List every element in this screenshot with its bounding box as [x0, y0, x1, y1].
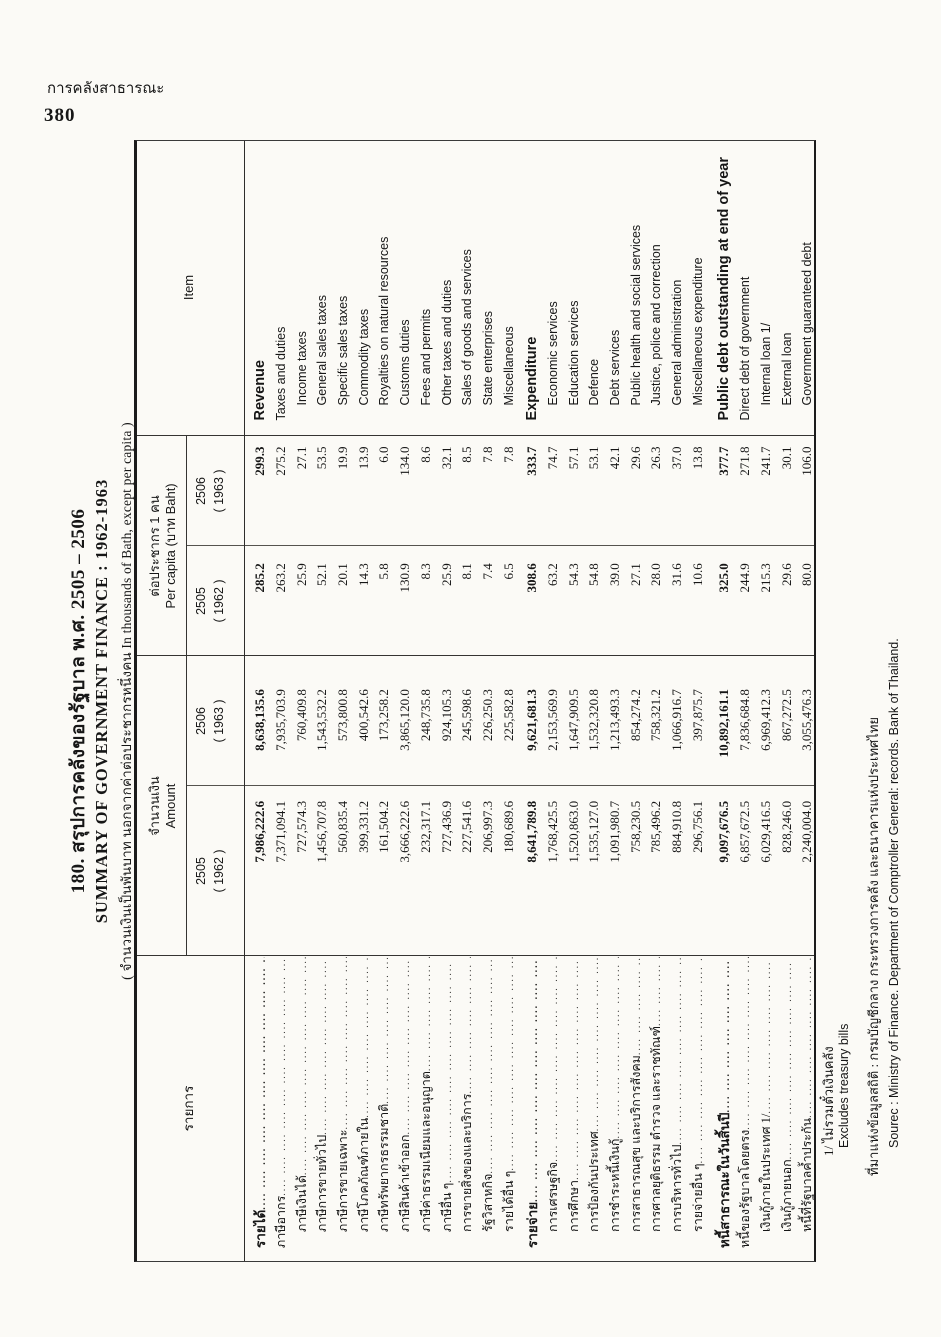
- dot-leader: [380, 957, 391, 1104]
- amount-2506-value: 6,969,412.3: [757, 689, 773, 751]
- amount-2505-value: 1,456,707.8: [314, 800, 330, 863]
- amount-2505-value: 7,986,222.6: [252, 800, 268, 863]
- table-row: [478, 141, 499, 1261]
- item-name-english: Fees and permits: [418, 308, 433, 406]
- table-row: [416, 141, 437, 1261]
- item-name-english: Specific sales taxes: [336, 295, 351, 406]
- item-name-english: Royalties on natural resources: [377, 236, 392, 406]
- table-row: [395, 141, 416, 1261]
- item-name-english: Income taxes: [294, 331, 309, 406]
- percapita-2506-value: 13.8: [689, 446, 705, 470]
- percapita-2506-value: 241.7: [757, 446, 773, 476]
- percapita-2505-value: 325.0: [716, 563, 732, 593]
- dot-leader: [339, 957, 350, 1130]
- header-amount-english: Amount: [163, 783, 179, 829]
- item-name-thai: การขายสิ่งของและบริการ ....: [457, 957, 477, 1261]
- dot-leader: [277, 957, 288, 1196]
- amount-2506-value: 867,272.5: [778, 689, 794, 742]
- percapita-2505-value: 263.2: [273, 563, 289, 593]
- amount-2505-value: 1,091,980.7: [607, 800, 623, 863]
- item-name-thai: ภาษีเงินได้ ....: [292, 957, 312, 1261]
- percapita-2505-value: 308.6: [524, 563, 540, 593]
- amount-2506-value: 924,105.3: [438, 689, 454, 742]
- table-row: [353, 141, 374, 1261]
- table-subtitle: ( จำนวนเงินเป็นพันบาท นอกจากค่าต่อประชากรหนึ่งคน In thousands of Bath, except per capita ): [118, 422, 134, 980]
- percapita-2506-value: 30.1: [778, 446, 794, 470]
- item-name-english: General sales taxes: [315, 294, 330, 406]
- item-name-thai: การบริหารทั่วไป ....: [667, 957, 687, 1261]
- source-line-english: Sourec : Ministry of Finance. Department of Comptroller General: records. Bank of Thailand.: [887, 638, 901, 1148]
- item-name-english: Miscellaneous: [501, 326, 516, 406]
- table-row: [522, 141, 543, 1261]
- item-name-english: Government guaranteed debt: [800, 242, 814, 406]
- table-row: [776, 141, 797, 1261]
- amount-2505-value: 180,689.6: [500, 800, 516, 853]
- government-finance-table: [134, 140, 816, 1262]
- percapita-2505-value: 244.9: [737, 563, 753, 593]
- item-name-thai: เงินกู้ภายในประเทศ 1/ ....: [756, 957, 776, 1261]
- dot-leader: [673, 957, 684, 1145]
- percapita-2505-value: 5.8: [376, 563, 392, 580]
- dot-leader: [652, 957, 663, 1026]
- percapita-2505-value: 29.6: [778, 563, 794, 587]
- amount-2505-value: 758,230.5: [627, 800, 643, 853]
- item-name-thai: การเศรษฐกิจ ....: [543, 957, 563, 1261]
- amount-2505-value: 884,910.8: [669, 800, 685, 853]
- percapita-2505-value: 8.3: [417, 563, 433, 580]
- dot-leader: [443, 957, 454, 1183]
- dot-leader: [762, 957, 773, 1114]
- table-row: [756, 141, 777, 1261]
- table-body: [245, 141, 814, 1261]
- percapita-2505-value: 52.1: [314, 563, 330, 587]
- amount-2505-value: 227,541.6: [459, 800, 475, 853]
- item-name-thai: ภาษีการขายทั่วไป ....: [312, 957, 332, 1261]
- percapita-2505-value: 80.0: [799, 563, 814, 587]
- dot-leader: [611, 957, 622, 1139]
- table-row: [457, 141, 478, 1261]
- dot-leader: [741, 957, 752, 1130]
- table-row: [436, 141, 457, 1261]
- table-row: [374, 141, 395, 1261]
- item-name-english: Defence: [587, 358, 602, 406]
- percapita-2506-value: 377.7: [716, 446, 732, 476]
- item-name-thai: รายจ่ายอื่น ๆ ....: [688, 957, 708, 1261]
- dot-leader: [360, 957, 371, 1118]
- amount-2505-value: 232,317.1: [417, 800, 433, 853]
- item-name-thai: การศึกษา ....: [564, 957, 584, 1261]
- dot-leader: [484, 957, 495, 1174]
- table-row: [625, 141, 646, 1261]
- percapita-2506-value: 32.1: [438, 446, 454, 470]
- amount-2505-value: 1,520,863.0: [565, 800, 581, 863]
- header-percapita-thai: ต่อประชากร 1 คน: [147, 495, 162, 597]
- footnote-thai: 1/ ไม่รวมตั๋วเงินคลัง: [821, 1046, 836, 1156]
- item-name-english: Miscellaneous expenditure: [690, 257, 705, 406]
- dot-leader: [401, 957, 412, 1135]
- percapita-2505-value: 215.3: [757, 563, 773, 593]
- percapita-2505-value: 14.3: [355, 563, 371, 587]
- percapita-2506-value: 13.9: [355, 446, 371, 470]
- item-name-thai: การชำระหนี้เงินกู้ ....: [605, 957, 625, 1261]
- table-row: [584, 141, 605, 1261]
- amount-2505-value: 727,436.9: [438, 800, 454, 853]
- amount-2505-value: 399,331.2: [355, 800, 371, 853]
- item-name-english: External loan: [779, 332, 794, 406]
- table-row: [498, 141, 519, 1261]
- percapita-2505-value: 25.9: [438, 563, 454, 587]
- item-name-thai: ภาษีอากร ....: [271, 957, 291, 1261]
- header-percapita-2505: 2505 ( 1962 ): [194, 579, 227, 623]
- amount-2506-value: 2,153,569.9: [544, 689, 560, 751]
- item-name-thai: ภาษีโภคภัณฑ์ภายใน ....: [354, 957, 374, 1261]
- percapita-2506-value: 106.0: [799, 446, 814, 476]
- percapita-2505-value: 6.5: [500, 563, 516, 580]
- amount-2506-value: 854,274.2: [627, 689, 643, 742]
- percapita-2506-value: 6.0: [376, 446, 392, 463]
- header-amount-2506: 2506 ( 1963 ): [194, 699, 227, 743]
- dot-leader: [257, 957, 268, 1210]
- item-name-thai: หนี้ของรัฐบาลโดยตรง ....: [735, 957, 755, 1261]
- percapita-2506-value: 19.9: [335, 446, 351, 470]
- percapita-2505-value: 63.2: [544, 563, 560, 587]
- item-name-english: Sales of goods and services: [460, 249, 475, 406]
- footnote-english: Excludes treasury bills: [837, 1023, 851, 1148]
- amount-2506-value: 400,542.6: [355, 689, 371, 742]
- item-name-thai: หนี้สาธารณะในวันสิ้นปี ....: [713, 957, 735, 1261]
- item-name-english: Public debt outstanding at end of year: [716, 157, 733, 421]
- amount-2505-value: 6,857,672.5: [737, 800, 753, 863]
- item-name-thai: รายได้ ....: [249, 957, 271, 1261]
- percapita-2506-value: 134.0: [397, 446, 413, 476]
- percapita-2505-value: 27.1: [627, 563, 643, 587]
- item-name-thai: การศาลยุติธรรม ตำรวจ และราชทัณฑ์ ....: [646, 957, 666, 1261]
- item-name-thai: ภาษีการขายเฉพาะ ....: [333, 957, 353, 1261]
- amount-2505-value: 161,504.2: [376, 800, 392, 853]
- percapita-2505-value: 31.6: [669, 563, 685, 587]
- percapita-2505-value: 10.6: [689, 563, 705, 587]
- title-block: [68, 140, 134, 1262]
- item-name-english: Justice, police and correction: [649, 244, 664, 406]
- item-name-thai: ภาษีทรัพยากรธรรมชาติ ....: [374, 957, 394, 1261]
- percapita-2506-value: 271.8: [737, 446, 753, 476]
- percapita-2505-value: 54.3: [565, 563, 581, 587]
- amount-2506-value: 9,621,681.3: [524, 689, 540, 751]
- item-name-thai: รายได้อื่น ๆ ....: [499, 957, 519, 1261]
- item-name-thai: ภาษีสินค้าเข้าออก ....: [395, 957, 415, 1261]
- table-row: [797, 141, 814, 1261]
- percapita-2506-value: 29.6: [627, 446, 643, 470]
- rotated-table-area: [68, 140, 941, 1262]
- dot-leader: [570, 957, 581, 1180]
- item-name-thai: การป้องกันประเทศ ....: [584, 957, 604, 1261]
- amount-2506-value: 10,892,161.1: [716, 689, 732, 758]
- header-amount-2505: 2505 ( 1962 ): [194, 849, 227, 893]
- amount-2506-value: 7,836,684.8: [737, 689, 753, 751]
- header-percapita-group: [147, 436, 180, 656]
- amount-2505-value: 6,029,416.5: [757, 800, 773, 863]
- dot-leader: [590, 957, 601, 1132]
- percapita-2506-value: 299.3: [252, 446, 268, 476]
- item-name-thai: หนี้ที่รัฐบาลค้ำประกัน ....: [797, 957, 814, 1261]
- percapita-2506-value: 8.6: [417, 446, 433, 463]
- amount-2505-value: 1,535,127.0: [586, 800, 602, 863]
- amount-2506-value: 3,055,476.3: [799, 689, 814, 751]
- table-row: [687, 141, 708, 1261]
- dot-leader: [803, 957, 814, 1118]
- percapita-2506-value: 8.5: [459, 446, 475, 463]
- header-amount-group: [147, 656, 180, 956]
- item-name-english: Direct debt of government: [738, 276, 753, 421]
- amount-2505-value: 727,574.3: [293, 800, 309, 853]
- amount-2505-value: 2,240,004.0: [799, 800, 814, 863]
- table-header: [137, 141, 245, 1261]
- amount-2506-value: 760,409.8: [293, 689, 309, 742]
- item-name-thai: ภาษีค่าธรรมเนียมและอนุญาต ....: [416, 957, 436, 1261]
- percapita-2506-value: 7.8: [500, 446, 516, 463]
- amount-2506-value: 225,582.8: [500, 689, 516, 742]
- item-name-thai: เงินกู้ภายนอก ....: [777, 957, 797, 1261]
- amount-2505-value: 828,246.0: [778, 800, 794, 853]
- item-name-thai: รายจ่าย ....: [521, 957, 543, 1261]
- item-name-english: Commodity taxes: [356, 308, 371, 406]
- table-row: [667, 141, 688, 1261]
- percapita-2506-value: 57.1: [565, 446, 581, 470]
- header-percapita-english: Per capita (บาท Baht): [163, 483, 179, 609]
- table-row: [291, 141, 312, 1261]
- percapita-2505-value: 25.9: [293, 563, 309, 587]
- dot-leader: [505, 957, 516, 1171]
- table-row: [312, 141, 333, 1261]
- item-name-english: State enterprises: [480, 310, 495, 406]
- page-number: 380: [44, 105, 76, 126]
- amount-2506-value: 1,647,909.5: [565, 689, 581, 751]
- amount-2506-value: 1,532,320.8: [586, 689, 602, 751]
- item-name-thai: รัฐวิสาหกิจ ....: [478, 957, 498, 1261]
- amount-2506-value: 173,258.2: [376, 689, 392, 742]
- amount-2506-value: 1,066,916.7: [669, 689, 685, 751]
- running-head: การคลังสาธารณะ: [47, 81, 165, 97]
- percapita-2506-value: 37.0: [669, 446, 685, 470]
- dot-leader: [463, 957, 474, 1094]
- amount-2505-value: 3,666,222.6: [397, 800, 413, 863]
- percapita-2506-value: 53.1: [586, 446, 602, 470]
- percapita-2506-value: 74.7: [544, 446, 560, 470]
- amount-2506-value: 245,598.6: [459, 689, 475, 742]
- dot-leader: [632, 957, 643, 1056]
- amount-2506-value: 3,865,120.0: [397, 689, 413, 751]
- percapita-2506-value: 275.2: [273, 446, 289, 476]
- dot-leader: [694, 957, 705, 1164]
- header-item-thai: รายการ: [181, 1085, 196, 1132]
- percapita-2505-value: 39.0: [607, 563, 623, 587]
- percapita-2506-value: 42.1: [607, 446, 623, 470]
- percapita-2506-value: 7.8: [479, 446, 495, 463]
- amount-2506-value: 248,735.8: [417, 689, 433, 742]
- item-name-english: Debt services: [608, 329, 623, 406]
- item-name-english: General administration: [670, 279, 685, 406]
- percapita-2505-value: 285.2: [252, 563, 268, 593]
- table-row: [250, 141, 271, 1261]
- table-row: [646, 141, 667, 1261]
- amount-2505-value: 560,835.4: [335, 800, 351, 853]
- dot-leader: [298, 957, 309, 1176]
- percapita-2505-value: 20.1: [335, 563, 351, 587]
- item-name-english: Expenditure: [524, 336, 541, 421]
- item-name-english: Customs duties: [398, 319, 413, 406]
- amount-2506-value: 758,321.2: [648, 689, 664, 742]
- table-row: [271, 141, 292, 1261]
- item-name-thai: การสาธารณสุข และบริการสังคม ....: [626, 957, 646, 1261]
- dot-leader: [549, 957, 560, 1162]
- amount-2506-value: 7,935,703.9: [273, 689, 289, 751]
- percapita-2505-value: 54.8: [586, 563, 602, 587]
- amount-2505-value: 296,756.1: [689, 800, 705, 853]
- table-row: [735, 141, 756, 1261]
- amount-2505-value: 206,997.3: [479, 800, 495, 853]
- table-row: [605, 141, 626, 1261]
- header-amount-thai: จำนวนเงิน: [147, 776, 162, 836]
- table-row: [563, 141, 584, 1261]
- percapita-2505-value: 28.0: [648, 563, 664, 587]
- item-name-english: Other taxes and duties: [439, 279, 454, 406]
- dot-leader: [318, 957, 329, 1135]
- percapita-2505-value: 8.1: [459, 563, 475, 580]
- percapita-2506-value: 27.1: [293, 446, 309, 470]
- item-name-english: Economic services: [545, 301, 560, 406]
- dot-leader: [721, 957, 732, 1113]
- source-line-thai: ที่มาแห่งข้อมูลสถิติ : กรมบัญชีกลาง กระทรวงการคลัง และธนาคารแห่งประเทศไทย: [866, 716, 881, 1176]
- percapita-2505-value: 130.9: [397, 563, 413, 593]
- item-name-english: Education services: [566, 300, 581, 406]
- amount-2505-value: 7,371,094.1: [273, 800, 289, 863]
- item-name-english: Revenue: [252, 360, 269, 421]
- item-name-english: Internal loan 1/: [758, 322, 773, 406]
- table-row: [333, 141, 354, 1261]
- table-row: [714, 141, 735, 1261]
- amount-2506-value: 226,250.3: [479, 689, 495, 742]
- amount-2505-value: 785,496.2: [648, 800, 664, 853]
- group-header-rule: [186, 436, 187, 956]
- table-title-thai: 180. สรุปการคลังของรัฐบาล พ.ศ. 2505 – 2506: [68, 508, 89, 894]
- item-name-english: Public health and social services: [628, 224, 643, 406]
- amount-2506-value: 397,875.7: [689, 689, 705, 742]
- percapita-2506-value: 333.7: [524, 446, 540, 476]
- header-item-english: Item: [181, 274, 196, 301]
- percapita-2506-value: 26.3: [648, 446, 664, 470]
- amount-2505-value: 9,097,676.5: [716, 800, 732, 863]
- amount-2505-value: 1,768,425.5: [544, 800, 560, 863]
- dot-leader: [529, 957, 540, 1202]
- item-name-thai: ภาษีอื่น ๆ ....: [437, 957, 457, 1261]
- amount-2506-value: 8,638,135.6: [252, 689, 268, 751]
- amount-2506-value: 1,213,493.3: [607, 689, 623, 751]
- header-percapita-2506: 2506 ( 1963 ): [194, 469, 227, 513]
- percapita-2505-value: 7.4: [479, 563, 495, 580]
- percapita-2506-value: 53.5: [314, 446, 330, 470]
- table-title-english: SUMMARY OF GOVERNMENT FINANCE : 1962-1963: [91, 478, 111, 924]
- dot-leader: [422, 957, 433, 1072]
- item-name-english: Taxes and duties: [274, 326, 289, 421]
- amount-2506-value: 1,543,532.2: [314, 689, 330, 751]
- amount-2505-value: 8,641,789.8: [524, 800, 540, 863]
- amount-2506-value: 573,800.8: [335, 689, 351, 742]
- dot-leader: [783, 957, 794, 1160]
- table-row: [543, 141, 564, 1261]
